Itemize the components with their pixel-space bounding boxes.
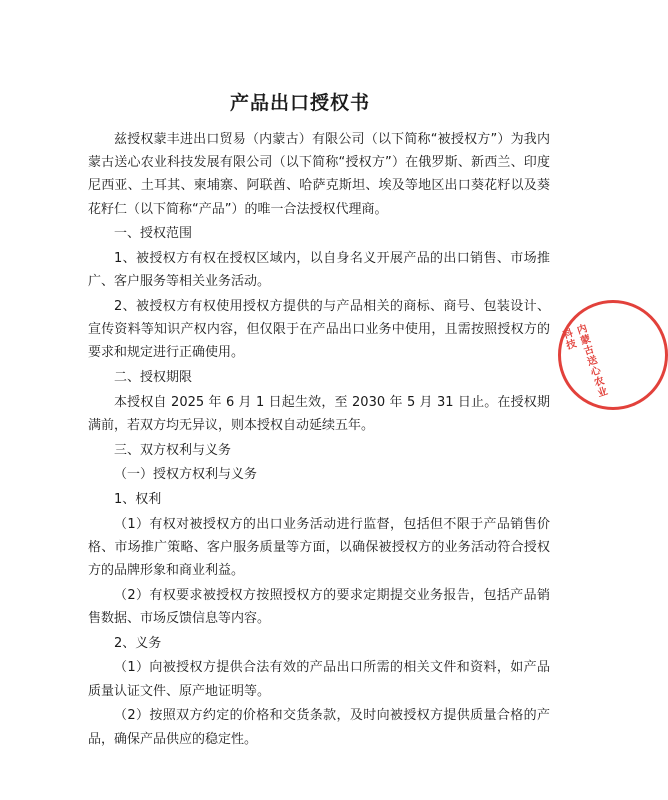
- rights-clause-2: （2）有权要求被授权方按照授权方的要求定期提交业务报告，包括产品销售数据、市场反馈信息等内容。: [88, 587, 550, 627]
- seal-text: 内蒙古送心农业科技: [558, 322, 608, 400]
- subsection-heading-grantor: （一）授权方权利与义务: [114, 467, 258, 483]
- scope-clause-1: 1、被授权方有权在授权区域内，以自身名义开展产品的出口销售、市场推广、客户服务等相关业务活动。: [88, 251, 550, 290]
- scope-clause-2: 2、被授权方有权使用授权方提供的与产品相关的商标、商号、包装设计、宣传资料等知识产权内容，但仅限于在产品出口业务中使用，且需按照授权方的要求和规定进行正确使用。: [88, 298, 550, 361]
- intro-paragraph: 兹授权蒙丰进出口贸易（内蒙古）有限公司（以下简称“被授权方”）为我内蒙古送心农业科技发展有限公司（以下简称“授权方”）在俄罗斯、新西兰、印度尼西亚、土耳其、柬埔寨、阿联酋、哈萨克斯坦、埃及等地区出口葵花籽以及葵花籽仁（以下简称“产品”）的唯一合法授权代理商。: [88, 132, 550, 217]
- section-heading-term: 二、授权期限: [114, 370, 193, 386]
- term-clause: 本授权自 2025 年 6 月 1 日起生效，至 2030 年 5 月 31 日止。在授权期满前，若双方均无异议，则本授权自动延续五年。: [88, 394, 550, 433]
- section-heading-scope: 一、授权范围: [114, 226, 193, 242]
- document-title: 产品出口授权书: [229, 92, 370, 114]
- rights-clause-1: （1）有权对被授权方的出口业务活动进行监督，包括但不限于产品销售价格、市场推广策略、客户服务质量等方面，以确保被授权方的业务活动符合授权方的品牌形象和商业利益。: [88, 516, 550, 579]
- obligations-clause-2: （2）按照双方约定的价格和交货条款，及时向被授权方提供质量合格的产品，确保产品供应的稳定性。: [88, 708, 550, 747]
- document-body: [88, 128, 550, 752]
- obligations-heading: 2、义务: [114, 635, 162, 651]
- rights-heading: 1、权利: [114, 492, 162, 508]
- section-heading-rights: 三、双方权利与义务: [114, 442, 232, 458]
- obligations-clause-1: （1）向被授权方提供合法有效的产品出口所需的相关文件和资料，如产品质量认证文件、原产地证明等。: [88, 660, 550, 699]
- company-seal: [558, 300, 668, 410]
